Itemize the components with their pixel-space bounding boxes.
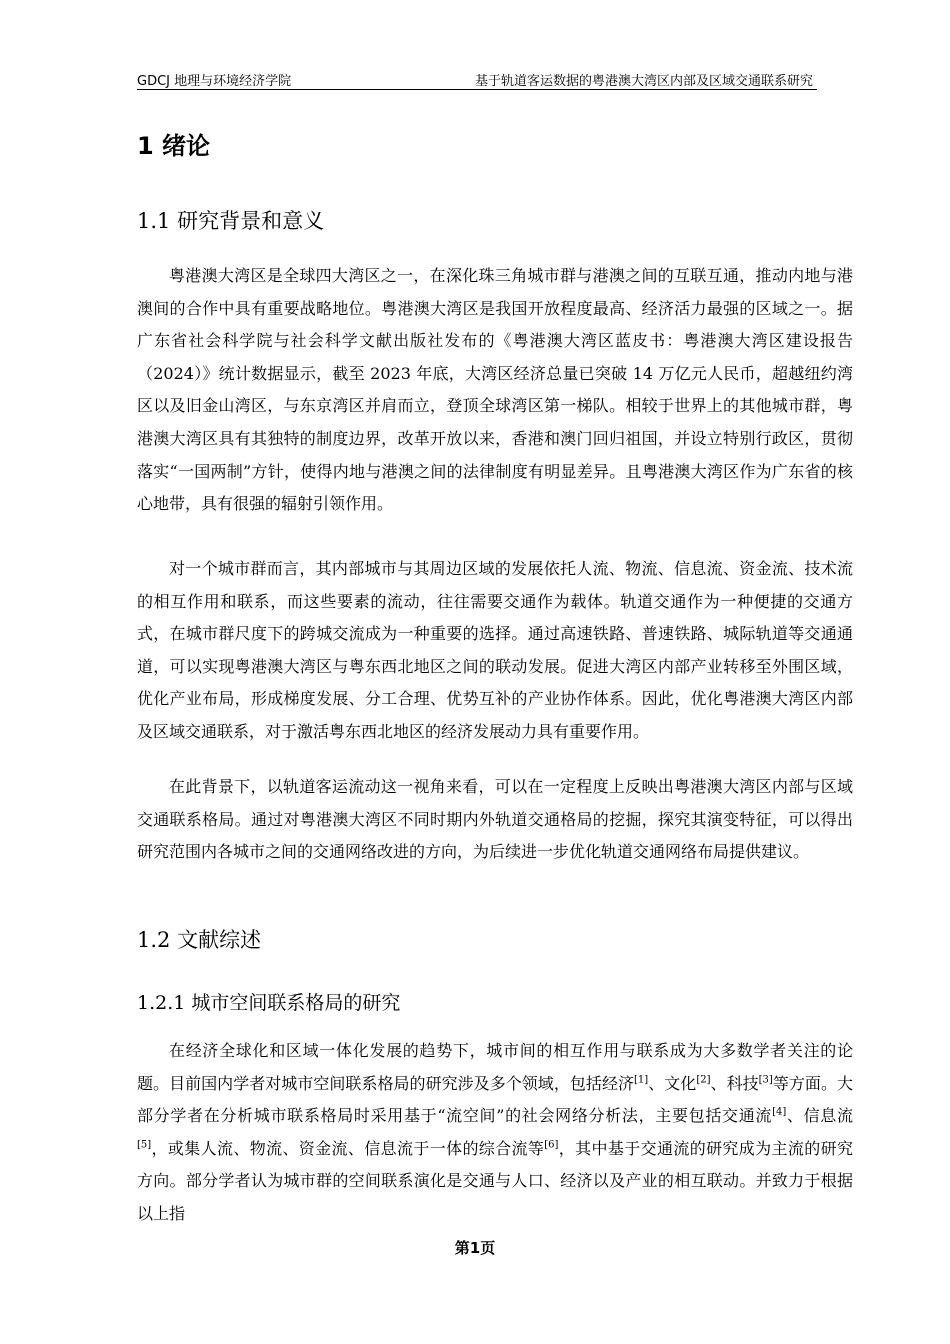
page-number: 第1页 [454,1239,496,1257]
section-1-2-1-title: 1.2.1 城市空间联系格局的研究 [137,992,401,1014]
header-divider [137,89,817,90]
citation-ref-1[interactable]: [1] [634,1074,649,1086]
citation-ref-4[interactable]: [4] [772,1106,787,1118]
running-header-right: 基于轨道客运数据的粤港澳大湾区内部及区域交通联系研究 [474,74,813,89]
text-run: 等方面。大部分学者在分析城市联系格局时采用基于“流空间”的社会网络分析法，主要包括交通流 [137,1073,853,1126]
text-run: ，或集人流、物流、资金流、信息流于一体的综合流等 [151,1138,545,1158]
citation-ref-5[interactable]: [5] [137,1139,152,1151]
citation-ref-2[interactable]: [2] [696,1074,711,1086]
section-1-1-paragraph-3: 在此背景下，以轨道客运流动这一视角来看，可以在一定程度上反映出粤港澳大湾区内部与区域交通联系格局。通过对粤港澳大湾区不同时期内外轨道交通格局的挖掘，探究其演变特征，可以得出研究范围内各城市之间的交通网络改进的方向，为后续进一步优化轨道交通网络布局提供建议。 [137,777,853,862]
citation-ref-3[interactable]: [3] [758,1074,773,1086]
text-run: 在经济全球化和区域一体化发展的趋势下，城市间的相互作用与联系成为大多数学者关注的论题。目前国内学者对城市空间联系格局的研究涉及多个领域，包括经济 [137,1041,853,1093]
text-run: 、文化 [648,1073,697,1093]
section-1-2-1-paragraph-1 [137,1035,853,1231]
text-run: 、科技 [710,1073,759,1093]
text-run: 、信息流 [786,1106,853,1126]
section-1-1-paragraph-2: 对一个城市群而言，其内部城市与其周边区域的发展依托人流、物流、信息流、资金流、技术流的相互作用和联系，而这些要素的流动，往往需要交通作为载体。轨道交通作为一种便捷的交通方式，在城市群尺度下的跨城交流成为一种重要的选择。通过高速铁路、普速铁路、城际轨道等交通通道，可以实现粤港澳大湾区与粤东西北地区之间的联动发展。促进大湾区内部产业转移至外围区域，优化产业布局，形成梯度发展、分工合理、优势互补的产业协作体系。因此，优化粤港澳大湾区内部及区域交通联系，对于激活粤东西北地区的经济发展动力具有重要作用。 [137,559,853,741]
section-1-1-paragraph-1: 粤港澳大湾区是全球四大湾区之一，在深化珠三角城市群与港澳之间的互联互通，推动内地与港澳间的合作中具有重要战略地位。粤港澳大湾区是我国开放程度最高、经济活力最强的区域之一。据广东省社会科学院与社会科学文献出版社发布的《粤港澳大湾区蓝皮书：粤港澳大湾区建设报告（2024）》统计数据显示，截至 2023 年底，大湾区经济总量已突破 14 万亿元人民币，超越纽约湾区以及旧金山湾区，与东京湾区并肩而立，登顶全球湾区第一梯队。相较于世界上的其他城市群，粤港澳大湾区具有其独特的制度边界，改革开放以来，香港和澳门回归祖国，并设立特别行政区，贯彻落实“一国两制”方针，使得内地与港澳之间的法律制度有明显差异。且粤港澳大湾区作为广东省的核心地带，具有很强的辐射引领作用。 [137,266,853,514]
section-1-1-title: 1.1 研究背景和意义 [137,209,325,233]
running-header-left: GDCJ 地理与环境经济学院 [137,74,292,89]
citation-ref-6[interactable]: [6] [544,1139,559,1151]
section-1-2-title: 1.2 文献综述 [137,928,262,952]
text-run: ，其中基于交通流的研究成为主流的研究方向。部分学者认为城市群的空间联系演化是交通与人口、经济以及产业的相互联动。并致力于根据以上指 [137,1138,853,1223]
chapter-title: 1 绪论 [137,132,211,160]
